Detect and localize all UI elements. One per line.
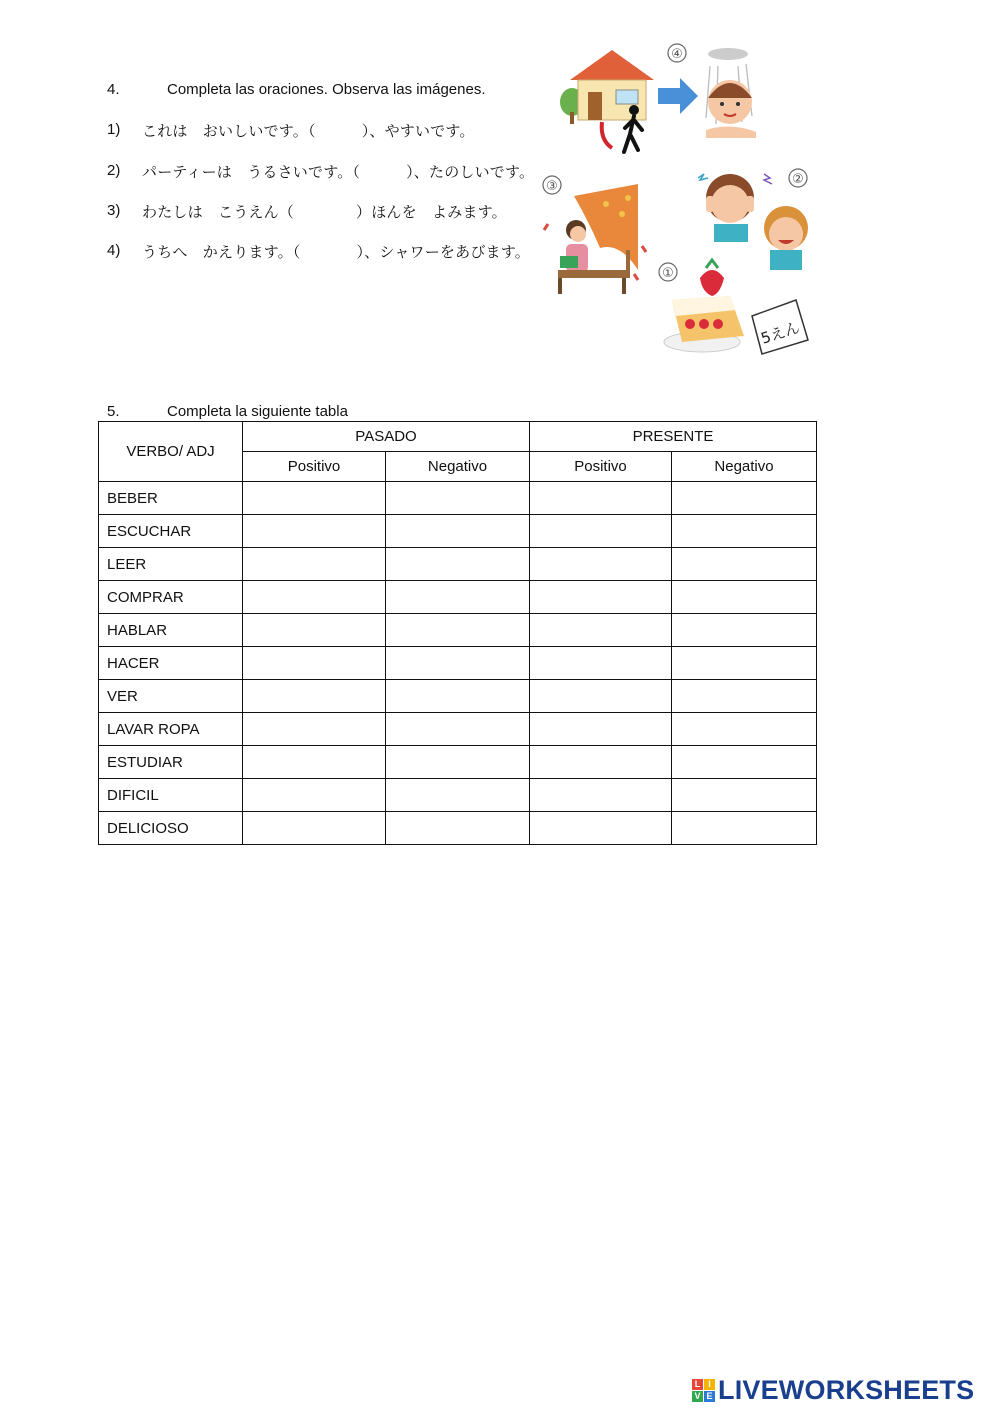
row-label: DIFICIL — [99, 779, 243, 812]
answer-cell-presente-negativo[interactable] — [672, 614, 817, 647]
sentence-1-number: 1) — [107, 121, 121, 138]
answer-cell-presente-negativo[interactable] — [672, 779, 817, 812]
row-label: LAVAR ROPA — [99, 713, 243, 746]
answer-cell-presente-positivo[interactable] — [530, 680, 672, 713]
table-row — [99, 812, 817, 845]
illustrations-panel — [530, 38, 830, 368]
sentence-2-before: パーティーは うるさいです。（ — [142, 163, 361, 181]
answer-cell-presente-positivo[interactable] — [530, 647, 672, 680]
table-body — [99, 482, 817, 845]
answer-cell-pasado-negativo[interactable] — [386, 680, 530, 713]
header-presente: PRESENTE — [530, 422, 817, 452]
answer-cell-presente-positivo[interactable] — [530, 614, 672, 647]
sentence-1-after: ）、やすいです。 — [361, 122, 475, 140]
answer-cell-pasado-positivo[interactable] — [243, 812, 386, 845]
cake-illustration — [664, 260, 744, 352]
price-tag-label: 5えん — [758, 318, 802, 348]
answer-cell-presente-negativo[interactable] — [672, 647, 817, 680]
logo-mark-icon — [692, 1379, 715, 1402]
label-3: ③ — [546, 179, 558, 194]
table-row — [99, 680, 817, 713]
answer-cell-presente-negativo[interactable] — [672, 680, 817, 713]
table-row — [99, 581, 817, 614]
answer-cell-pasado-negativo[interactable] — [386, 779, 530, 812]
answer-cell-pasado-positivo[interactable] — [243, 614, 386, 647]
answer-cell-presente-positivo[interactable] — [530, 779, 672, 812]
answer-cell-presente-positivo[interactable] — [530, 746, 672, 779]
sentence-1-before: これは おいしいです。（ — [142, 122, 316, 140]
sentence-2-number: 2) — [107, 162, 121, 179]
table-row — [99, 779, 817, 812]
table-row — [99, 746, 817, 779]
answer-cell-pasado-positivo[interactable] — [243, 746, 386, 779]
header-verbo-adj: VERBO/ ADJ — [99, 422, 243, 482]
sentence-4 — [142, 241, 530, 262]
answer-cell-presente-negativo[interactable] — [672, 746, 817, 779]
answer-cell-pasado-negativo[interactable] — [386, 614, 530, 647]
answer-cell-pasado-positivo[interactable] — [243, 779, 386, 812]
table-row — [99, 713, 817, 746]
section4-number: 4. — [107, 81, 120, 98]
row-label: ESTUDIAR — [99, 746, 243, 779]
answer-cell-presente-negativo[interactable] — [672, 581, 817, 614]
sentence-4-after: ）、シャワーをあびます。 — [356, 243, 530, 261]
answer-cell-presente-negativo[interactable] — [672, 515, 817, 548]
label-4: ④ — [671, 47, 683, 62]
answer-cell-pasado-negativo[interactable] — [386, 581, 530, 614]
answer-cell-presente-positivo[interactable] — [530, 548, 672, 581]
answer-cell-pasado-negativo[interactable] — [386, 515, 530, 548]
answer-cell-pasado-positivo[interactable] — [243, 713, 386, 746]
answer-cell-presente-positivo[interactable] — [530, 482, 672, 515]
table-row — [99, 548, 817, 581]
row-label: HABLAR — [99, 614, 243, 647]
answer-cell-presente-positivo[interactable] — [530, 581, 672, 614]
answer-cell-pasado-positivo[interactable] — [243, 515, 386, 548]
house-illustration — [560, 50, 654, 148]
price-tag — [752, 300, 808, 354]
header-presente-positivo: Positivo — [530, 452, 672, 482]
row-label: LEER — [99, 548, 243, 581]
answer-cell-presente-positivo[interactable] — [530, 515, 672, 548]
logo-letter-l: L — [692, 1379, 703, 1390]
header-pasado: PASADO — [243, 422, 530, 452]
sentence-4-before: うちへ かえります。（ — [142, 243, 301, 261]
table-header-row-1 — [99, 422, 817, 452]
table-row — [99, 614, 817, 647]
answer-cell-pasado-positivo[interactable] — [243, 581, 386, 614]
label-1: ① — [662, 266, 674, 281]
verb-table — [98, 421, 817, 845]
logo-letter-v: V — [692, 1391, 703, 1402]
row-label: VER — [99, 680, 243, 713]
sentence-2-after: ）、たのしいです。 — [406, 163, 535, 181]
header-pasado-negativo: Negativo — [386, 452, 530, 482]
sentence-3 — [142, 201, 507, 222]
logo-wordmark: LIVEWORKSHEETS — [718, 1375, 975, 1405]
answer-cell-presente-negativo[interactable] — [672, 548, 817, 581]
section5-number: 5. — [107, 403, 120, 420]
shower-illustration — [706, 48, 756, 138]
answer-cell-presente-negativo[interactable] — [672, 713, 817, 746]
answer-cell-pasado-positivo[interactable] — [243, 482, 386, 515]
woman-reading-illustration — [544, 184, 646, 294]
liveworksheets-logo — [692, 1375, 974, 1406]
answer-cell-presente-positivo[interactable] — [530, 812, 672, 845]
logo-letter-i: I — [704, 1379, 715, 1390]
header-presente-negativo: Negativo — [672, 452, 817, 482]
answer-cell-pasado-negativo[interactable] — [386, 548, 530, 581]
answer-cell-pasado-negativo[interactable] — [386, 746, 530, 779]
sentence-1 — [142, 120, 475, 141]
answer-cell-pasado-negativo[interactable] — [386, 713, 530, 746]
row-label: DELICIOSO — [99, 812, 243, 845]
row-label: COMPRAR — [99, 581, 243, 614]
arrow-right-icon — [658, 78, 698, 114]
table-row — [99, 515, 817, 548]
answer-cell-pasado-positivo[interactable] — [243, 647, 386, 680]
answer-cell-presente-positivo[interactable] — [530, 713, 672, 746]
row-label: BEBER — [99, 482, 243, 515]
sentence-2 — [142, 161, 534, 182]
sentence-4-number: 4) — [107, 242, 121, 259]
row-label: HACER — [99, 647, 243, 680]
label-2: ② — [792, 172, 804, 187]
sentence-3-number: 3) — [107, 202, 121, 219]
answer-cell-pasado-negativo[interactable] — [386, 482, 530, 515]
answer-cell-pasado-negativo[interactable] — [386, 812, 530, 845]
answer-cell-pasado-positivo[interactable] — [243, 548, 386, 581]
logo-letter-e: E — [704, 1391, 715, 1402]
sentence-3-after: ）ほんを よみます。 — [356, 203, 507, 221]
section4-instruction: Completa las oraciones. Observa las imágenes. — [167, 81, 486, 98]
header-pasado-positivo: Positivo — [243, 452, 386, 482]
answer-cell-presente-negativo[interactable] — [672, 482, 817, 515]
answer-cell-pasado-negativo[interactable] — [386, 647, 530, 680]
table-row — [99, 647, 817, 680]
row-label: ESCUCHAR — [99, 515, 243, 548]
answer-cell-pasado-positivo[interactable] — [243, 680, 386, 713]
section5-instruction: Completa la siguiente tabla — [167, 403, 348, 420]
table-row — [99, 482, 817, 515]
answer-cell-presente-negativo[interactable] — [672, 812, 817, 845]
sentence-3-before: わたしは こうえん（ — [142, 203, 295, 221]
noisy-party-illustration — [698, 174, 808, 270]
